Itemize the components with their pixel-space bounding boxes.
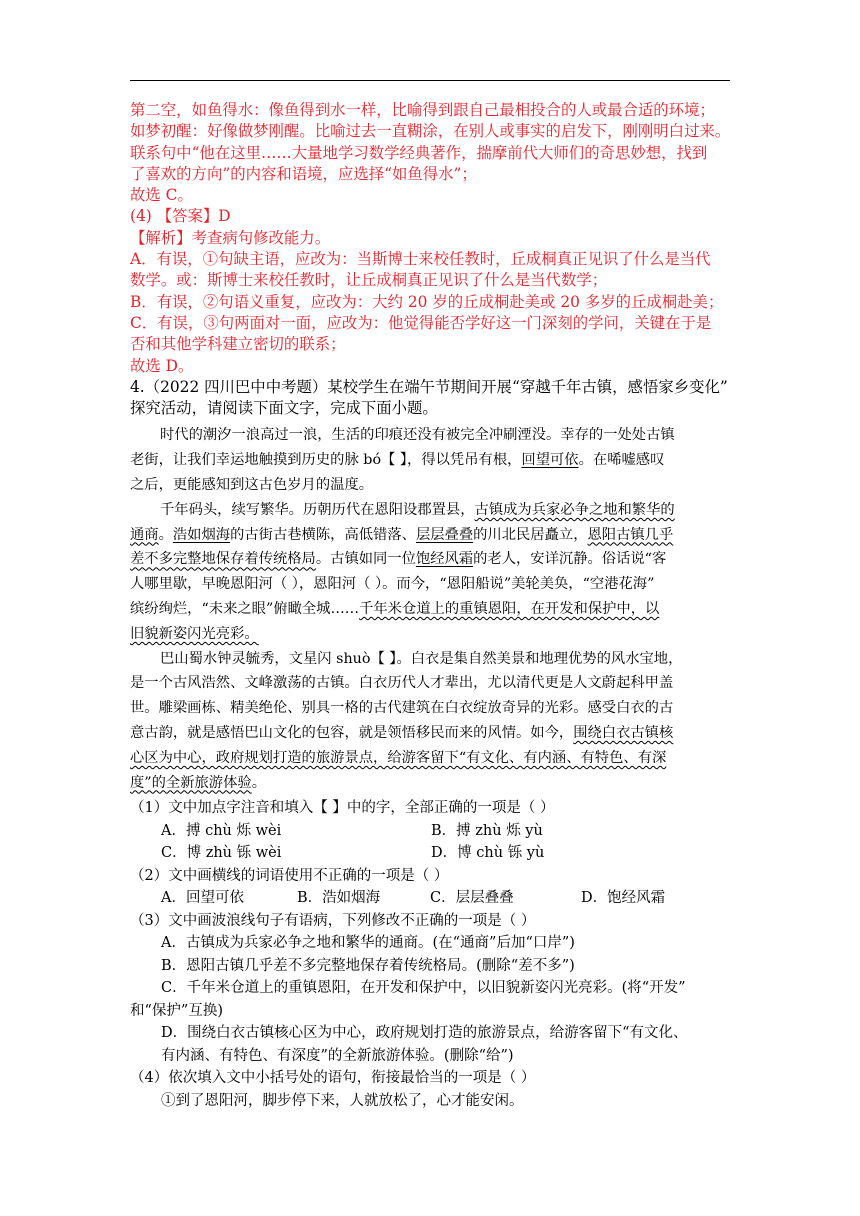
question-stem: 4.（2022 四川巴中中考题）某校学生在端午节期间开展“穿越千年古镇，感悟家乡变化” xyxy=(130,377,728,396)
passage-line xyxy=(130,746,730,771)
option-row xyxy=(130,842,730,865)
explanation-line: 否和其他学科建立密切的联系； xyxy=(130,335,346,354)
option-b[interactable]: B．搏 zhù 烁 yù xyxy=(431,822,543,839)
option-b[interactable]: B．恩阳古镇几乎差不多完整地保存着传统格局。(删除“差不多”) xyxy=(161,957,575,974)
passage-line xyxy=(130,498,730,523)
explanation-line: 联系句中“他在这里……大量地学习数学经典著作，揣摩前代大师们的奇思妙想，找到 xyxy=(130,143,708,162)
underlined-phrase: 层层叠叠 xyxy=(415,526,474,543)
explanation-line: 了喜欢的方向”的内容和语境，应选择“如鱼得水”； xyxy=(130,164,477,183)
passage-line: 世。雕梁画栋、精美绝伦、别具一格的古代建筑在白衣绽放奇异的光彩。感受白衣的古 xyxy=(130,700,674,717)
passage-line: 人哪里歇，早晚恩阳河（ ），恩阳河（ ）。而今，“恩阳船说”美轮美奂，“空港花海” xyxy=(130,576,655,593)
explanation-line: 故选 D。 xyxy=(130,356,194,375)
option-d[interactable]: D．围绕白衣古镇核心区为中心，政府规划打造的旅游景点，给游客留下“有文化、 xyxy=(161,1025,688,1042)
underlined-phrase: 浩如烟海 xyxy=(172,526,231,543)
wavy-sentence: 通商 xyxy=(130,526,159,543)
question-stem: 探究活动，请阅读下面文字，完成下面小题。 xyxy=(130,399,438,418)
option-a[interactable]: A．古镇成为兵家必争之地和繁华的通商。(在“通商”后加“口岸”) xyxy=(161,935,575,952)
explanation-line: C．有误，③句两面对一面，应改为：他觉得能否学好这一门深刻的学问，关键在于是 xyxy=(130,313,712,332)
explanation-line: 故选 C。 xyxy=(130,186,193,205)
subquestion-4 xyxy=(130,1067,730,1112)
passage-text: 的川北民居矗立， xyxy=(473,526,588,543)
explanation-line: B．有误，②句语义重复，应改为：大约 20 岁的丘成桐赴美或 20 多岁的丘成桐赴美； xyxy=(130,292,724,311)
passage-line xyxy=(130,597,730,622)
passage xyxy=(130,423,730,795)
passage-line xyxy=(130,622,730,647)
explanation-line: 数学。或：斯博士来校任教时，让丘成桐真正见识了什么是当代数学； xyxy=(130,271,608,290)
subquestion-1 xyxy=(130,797,730,865)
subquestion-stem: （2）文中画横线的词语使用不正确的一项是（ ） xyxy=(130,867,449,884)
passage-line xyxy=(130,523,730,548)
passage-line xyxy=(130,721,730,746)
header-rule xyxy=(130,80,730,81)
wavy-sentence: 围绕白衣古镇核 xyxy=(573,725,674,742)
option-c[interactable]: C．层层叠叠 xyxy=(430,890,514,907)
underlined-phrase: 饱经风霜 xyxy=(415,551,474,568)
passage-text: 缤纷绚烂，“未来之眼”俯瞰全城…… xyxy=(130,601,360,618)
subquestion-2 xyxy=(130,865,730,910)
passage-text: 的老人，安详沉静。俗话说“客 xyxy=(473,551,667,568)
wavy-sentence: 旧貌新姿闪光亮彩。 xyxy=(130,625,259,642)
sentence-1: ①到了恩阳河，脚步停下来，人就放松了，心才能安闲。 xyxy=(161,1092,524,1109)
passage-line: 时代的潮汐一浪高过一浪，生活的印痕还没有被完全冲刷湮没。幸存的一处处古镇 xyxy=(160,427,675,444)
wavy-sentence: 恩阳古镇几乎 xyxy=(587,526,674,543)
option-c[interactable]: C．千年米仓道上的重镇恩阳，在开发和保护中，以旧貌新姿闪光亮彩。(将“开发” xyxy=(161,980,686,997)
option-row xyxy=(130,820,730,843)
analysis-label: 【解析】考查病句修改能力。 xyxy=(130,228,331,247)
passage-text: 意古韵，就是感悟巴山文化的包容，就是领悟移民而来的风情。如今， xyxy=(130,725,574,742)
explanation-line: A．有误，①句缺主语，应改为：当斯博士来校任教时，丘成桐真正见识了什么是当代 xyxy=(130,250,711,269)
passage-line: 是一个古风浩然、文峰激荡的古镇。白衣历代人才辈出，尤以清代更是人文蔚起科甲盖 xyxy=(130,675,674,692)
option-d[interactable]: D．博 chù 铄 yù xyxy=(431,845,545,862)
option-d[interactable]: D．饱经风霜 xyxy=(581,890,666,907)
option-c-continued: 和“保护”互换) xyxy=(130,1002,223,1019)
subquestion-stem: （3）文中画波浪线句子有语病，下列修改不正确的一项是（ ） xyxy=(130,912,536,929)
underlined-phrase: 回望可依 xyxy=(521,452,579,469)
wavy-sentence: 度”的全新旅游体验 xyxy=(130,774,252,791)
explanation-line: 如梦初醒：好像做梦刚醒。比喻过去一直糊涂，在别人或事实的启发下，刚刚明白过来。 xyxy=(130,122,731,141)
passage-text: 。 xyxy=(158,526,173,543)
wavy-sentence: 千年米仓道上的重镇恩阳，在开发和保护中，以 xyxy=(359,601,660,618)
option-b[interactable]: B．浩如烟海 xyxy=(297,890,381,907)
explanation-line: 第二空，如鱼得水：像鱼得到水一样，比喻得到跟自己最相投合的人或最合适的环境； xyxy=(130,101,715,119)
passage-text: 老街，让我们幸运地触摸到历史的脉 bó【 】，得以凭吊有根， xyxy=(130,452,522,469)
passage-text: 。 xyxy=(251,774,266,791)
explanation-block xyxy=(130,100,730,377)
subquestion-stem: （1）文中加点字注音和填入【 】中的字，全部正确的一项是（ ） xyxy=(130,800,555,817)
passage-text: 千年码头，续写繁华。历朝历代在恩阳设郡置县， xyxy=(160,501,475,518)
content xyxy=(130,100,730,1112)
subquestion-3 xyxy=(130,910,730,1068)
option-c[interactable]: C．博 zhù 铄 wèi xyxy=(161,845,282,862)
passage-line xyxy=(130,771,730,796)
wavy-sentence: 古镇成为兵家必争之地和繁华的 xyxy=(474,501,675,518)
passage-line xyxy=(130,547,730,572)
option-a[interactable]: A．回望可依 xyxy=(161,890,244,907)
option-row xyxy=(130,887,730,910)
option-d-continued: 有内涵、有特色、有深度”的全新旅游体验。(删除“给”) xyxy=(161,1047,514,1064)
passage-line: 巴山蜀水钟灵毓秀，文星闪 shuò【 】。白衣是集自然美景和地理优势的风水宝地， xyxy=(160,650,683,667)
wavy-sentence: 差不多完整地保存着传统格局 xyxy=(130,551,316,568)
passage-text: 。古镇如同一位 xyxy=(315,551,416,568)
passage-text: 的古街古巷横陈，高低错落、 xyxy=(230,526,416,543)
answer-label: (4) 【答案】D xyxy=(130,207,231,226)
subquestion-stem: （4）依次填入文中小括号处的语句，衔接最恰当的一项是（ ） xyxy=(130,1070,536,1087)
passage-text: 。在唏嘘感叹 xyxy=(578,452,665,469)
passage-line: 之后，更能感知到这古色岁月的温度。 xyxy=(130,477,374,494)
passage-line xyxy=(130,448,730,473)
wavy-sentence: 心区为中心，政府规划打造的旅游景点，给游客留下“有文化、有内涵、有特色、有深 xyxy=(130,749,667,766)
option-a[interactable]: A．搏 chù 烁 wèi xyxy=(161,822,282,839)
